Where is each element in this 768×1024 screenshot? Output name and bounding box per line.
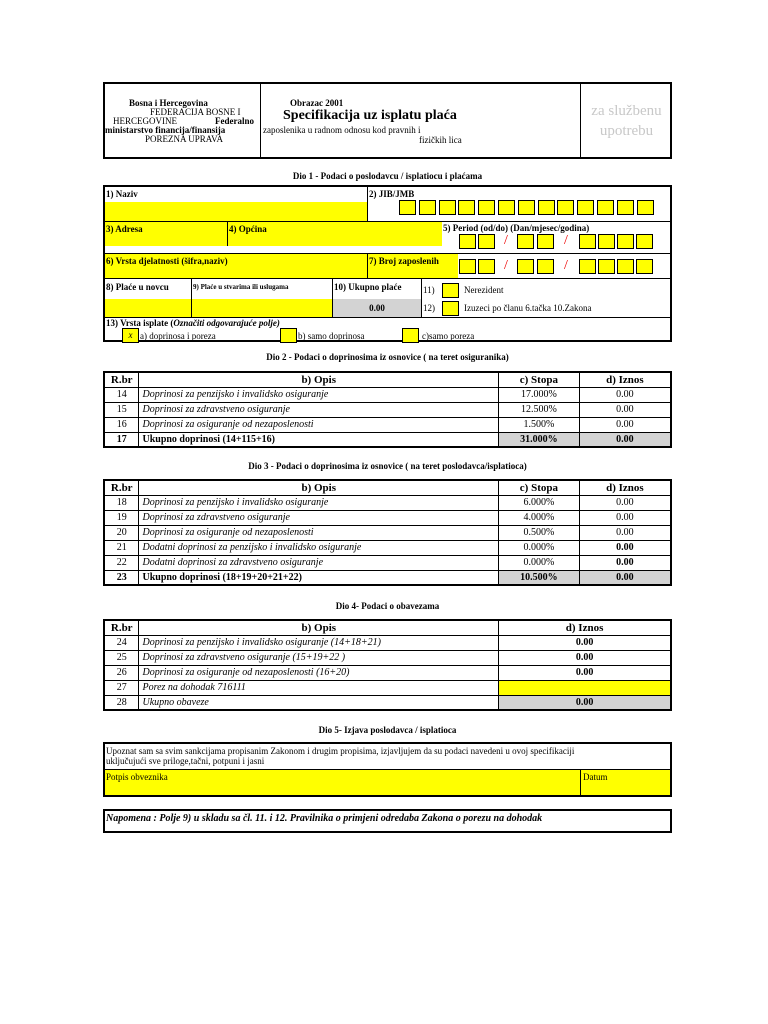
cell-stopa: 1.500% — [498, 417, 579, 432]
cell-iznos: 0.00 — [499, 665, 671, 680]
year-box[interactable] — [579, 234, 596, 249]
part5-title: Dio 5- Izjava poslodavca / isplatioca — [318, 725, 457, 735]
cell-rb: 18 — [104, 495, 139, 510]
table-row — [104, 650, 671, 665]
ukupno-place-label: 10) Ukupno plaće — [334, 282, 402, 292]
jib-digit-box[interactable] — [399, 200, 416, 215]
cell-rb: 15 — [104, 402, 139, 417]
table-row — [104, 695, 671, 710]
vrsta-isplate-label — [106, 318, 280, 328]
official-use-line1: za službenu — [591, 103, 662, 119]
jib-digit-box[interactable] — [577, 200, 594, 215]
jib-digit-box[interactable] — [498, 200, 515, 215]
form-code: Obrazac 2001 — [290, 98, 344, 108]
jib-digit-box[interactable] — [419, 200, 436, 215]
cell-iznos: 0.00 — [579, 495, 671, 510]
cell-rb: 22 — [104, 555, 139, 570]
cell-iznos: 0.00 — [579, 525, 671, 540]
jib-digit-box[interactable] — [637, 200, 654, 215]
option-a-label: a) doprinosa i poreza — [140, 331, 216, 341]
table-row — [104, 665, 671, 680]
cell-rb: 19 — [104, 510, 139, 525]
option-b-label: b) samo doprinosa — [298, 331, 365, 341]
cell-rb: 21 — [104, 540, 139, 555]
federalno-label: Federalno — [215, 116, 254, 126]
cell-opis: Porez na dohodak 716111 — [139, 680, 499, 695]
federation-label: FEDERACIJA BOSNE I — [150, 107, 241, 117]
table-row — [104, 417, 671, 432]
cell-iznos: 0.00 — [579, 555, 671, 570]
jib-digit-box[interactable] — [597, 200, 614, 215]
cell-opis: Doprinosi za osiguranje od nezaposlenosti — [139, 417, 499, 432]
statement-line1: Upoznat sam sa svim sankcijama propisanim Zakonom i drugim propisima, izjavljujem da su podaci navedeni u ovoj specifikaciji — [106, 746, 575, 756]
row3-bottom — [105, 278, 670, 279]
cell-rb: 26 — [104, 665, 139, 680]
cell-iznos: 0.00 — [579, 510, 671, 525]
month-box[interactable] — [517, 259, 534, 274]
cell-opis: Ukupno obaveze — [139, 695, 499, 710]
period-label: 5) Period (od/do) (Dan/mjesec/godina) — [443, 223, 590, 233]
form-title: Specifikacija uz isplatu plaća — [283, 108, 457, 123]
table-row — [104, 402, 671, 417]
cell-opis: Dodatni doprinosi za zdravstveno osiguranje — [139, 555, 499, 570]
cell-stopa: 4.000% — [499, 510, 580, 525]
cell-opis: Doprinosi za zdravstveno osiguranje (15+19+22 ) — [139, 650, 499, 665]
month-box[interactable] — [537, 259, 554, 274]
option-c-label: c)samo poreza — [422, 331, 475, 341]
jib-digit-box[interactable] — [518, 200, 535, 215]
djelatnost-label: 6) Vrsta djelatnosti (šifra,naziv) — [106, 256, 228, 266]
jib-digit-box[interactable] — [458, 200, 475, 215]
ukupno-place-value: 0.00 — [333, 299, 421, 317]
header-iznos: d) Iznos — [579, 372, 671, 387]
cell-iznos[interactable] — [499, 680, 671, 695]
note-text: Napomena : Polje 9) u skladu sa čl. 11. i 12. Pravilnika o primjeni odredaba Zakona o porezu na dohodak — [106, 813, 543, 824]
month-box[interactable] — [537, 234, 554, 249]
vrsta-isplate-note: Označiti odgovarajuće polje) — [173, 318, 280, 328]
part3-table — [103, 479, 672, 586]
month-box[interactable] — [517, 234, 534, 249]
day-box[interactable] — [478, 259, 495, 274]
option-b-checkbox[interactable] — [280, 328, 297, 343]
cell-rb: 20 — [104, 525, 139, 540]
day-box[interactable] — [459, 234, 476, 249]
cell-iznos: 0.00 — [579, 417, 671, 432]
header-opis: b) Opis — [139, 480, 499, 495]
header-rbr: R.br — [104, 620, 139, 635]
izuzeci-checkbox[interactable] — [442, 301, 459, 316]
jib-digit-box[interactable] — [439, 200, 456, 215]
jib-label: 2) JIB/JMB — [369, 189, 415, 199]
header-stopa: c) Stopa — [499, 480, 580, 495]
part2-table — [103, 371, 672, 448]
nerezident-label: Nerezident — [464, 285, 504, 295]
header-divider-2 — [580, 84, 581, 157]
signature-field[interactable] — [105, 770, 580, 795]
table-row — [104, 540, 671, 555]
cell-iznos: 0.00 — [579, 387, 671, 402]
opcina-label: 4) Općina — [229, 224, 267, 234]
adresa-label: 3) Adresa — [106, 224, 143, 234]
cell-stopa: 0.500% — [499, 525, 580, 540]
cell-iznos: 0.00 — [579, 432, 671, 447]
country-label: Bosna i Hercegovina — [129, 98, 208, 108]
tax-office-label: POREZNA UPRAVA — [145, 134, 223, 144]
part1-title: Dio 1 - Podaci o poslodavcu / isplatiocu i plaćama — [292, 171, 483, 181]
cell-opis: Doprinosi za osiguranje od nezaposlenosti (16+20) — [139, 665, 499, 680]
cell-rb: 14 — [104, 387, 139, 402]
jib-digit-box[interactable] — [538, 200, 555, 215]
cell-opis: Dodatni doprinosi za penzijsko i invalidsko osiguranje — [139, 540, 499, 555]
divider-place-3 — [421, 279, 422, 317]
jib-digit-box[interactable] — [617, 200, 634, 215]
year-box[interactable] — [598, 234, 615, 249]
cell-iznos: 0.00 — [499, 695, 671, 710]
option-a-checkbox[interactable]: x — [122, 328, 139, 343]
year-box[interactable] — [598, 259, 615, 274]
cell-opis: Doprinosi za penzijsko i invalidsko osiguranje — [139, 387, 499, 402]
place-stvarima-input[interactable] — [192, 299, 332, 317]
date-separator: / — [504, 233, 508, 248]
cell-opis: Ukupno doprinosi (18+19+20+21+22) — [139, 570, 499, 585]
izuzeci-label: Izuzeci po članu 6.tačka 10.Zakona — [464, 303, 592, 313]
official-use-line2: upotrebu — [599, 123, 654, 139]
field11-label: 11) — [423, 285, 435, 295]
table-row — [104, 525, 671, 540]
place-stvarima-label: 9) Plaće u stvarima ili uslugama — [193, 283, 289, 291]
divider-naziv-jib — [367, 187, 368, 221]
date-separator: / — [564, 233, 568, 248]
table-row — [104, 432, 671, 447]
part4-table — [103, 619, 672, 711]
jib-digit-box[interactable] — [557, 200, 574, 215]
year-box[interactable] — [636, 234, 653, 249]
cell-iznos: 0.00 — [499, 650, 671, 665]
table-row — [104, 495, 671, 510]
place-novcu-label: 8) Plaće u novcu — [106, 282, 169, 292]
note-box — [103, 809, 672, 833]
signature-label: Potpis obveznika — [106, 772, 168, 782]
part5-box — [103, 742, 672, 797]
date-separator: / — [504, 258, 508, 273]
day-box[interactable] — [459, 259, 476, 274]
table-row — [104, 635, 671, 650]
vrsta-isplate-text: 13) Vrsta isplate ( — [106, 318, 174, 328]
table-row — [104, 555, 671, 570]
form-subtitle-line1: zaposlenika u radnom odnosu kod pravnih i — [263, 125, 421, 135]
cell-rb: 28 — [104, 695, 139, 710]
header-opis: b) Opis — [139, 372, 499, 387]
nerezident-checkbox[interactable] — [442, 283, 459, 298]
cell-opis: Doprinosi za zdravstveno osiguranje — [139, 402, 499, 417]
cell-stopa: 0.000% — [499, 555, 580, 570]
cell-rb: 23 — [104, 570, 139, 585]
naziv-input[interactable] — [105, 202, 367, 221]
cell-iznos: 0.00 — [499, 635, 671, 650]
field12-label: 12) — [423, 303, 435, 313]
cell-opis: Doprinosi za penzijsko i invalidsko osiguranje — [139, 495, 499, 510]
broj-zaposlenih-label: 7) Broj zaposlenih — [369, 256, 439, 266]
table-row — [104, 570, 671, 585]
header-iznos: d) Iznos — [499, 620, 671, 635]
jib-digit-box[interactable] — [478, 200, 495, 215]
day-box[interactable] — [478, 234, 495, 249]
cell-opis: Doprinosi za zdravstveno osiguranje — [139, 510, 499, 525]
cell-iznos: 0.00 — [579, 540, 671, 555]
header-box — [103, 82, 672, 159]
cell-iznos: 0.00 — [579, 570, 671, 585]
header-stopa: c) Stopa — [498, 372, 579, 387]
year-box[interactable] — [636, 259, 653, 274]
cell-rb: 25 — [104, 650, 139, 665]
cell-rb: 16 — [104, 417, 139, 432]
cell-stopa: 10.500% — [499, 570, 580, 585]
statement-line2: uključujući sve priloge,tačni, potpuni i jasni — [106, 756, 265, 766]
table-row — [104, 510, 671, 525]
cell-opis: Doprinosi za penzijsko i invalidsko osiguranje (14+18+21) — [139, 635, 499, 650]
cell-stopa: 17.000% — [498, 387, 579, 402]
header-divider-1 — [260, 84, 261, 157]
year-box[interactable] — [617, 234, 634, 249]
cell-stopa: 31.000% — [498, 432, 579, 447]
cell-opis: Ukupno doprinosi (14+115+16) — [139, 432, 499, 447]
ministry-label: ministarstvo financija/finansija — [105, 125, 226, 135]
hercegovine-label: HERCEGOVINE — [113, 116, 177, 126]
part4-title: Dio 4- Podaci o obavezama — [335, 601, 440, 611]
place-novcu-input[interactable] — [105, 299, 191, 317]
date-separator: / — [564, 258, 568, 273]
cell-stopa: 0.000% — [499, 540, 580, 555]
table-row — [104, 387, 671, 402]
cell-stopa: 12.500% — [498, 402, 579, 417]
header-opis: b) Opis — [139, 620, 499, 635]
part3-title: Dio 3 - Podaci o doprinosima iz osnovice ( na teret poslodavca/isplatioca) — [248, 461, 527, 471]
year-box[interactable] — [617, 259, 634, 274]
part2-title: Dio 2 - Podaci o doprinosima iz osnovice ( na teret osiguranika) — [266, 352, 509, 362]
naziv-label: 1) Naziv — [106, 189, 138, 199]
year-box[interactable] — [579, 259, 596, 274]
option-c-checkbox[interactable] — [402, 328, 419, 343]
cell-iznos: 0.00 — [579, 402, 671, 417]
date-label: Datum — [583, 772, 608, 782]
cell-opis: Doprinosi za osiguranje od nezaposlenosti — [139, 525, 499, 540]
header-rbr: R.br — [104, 480, 139, 495]
cell-rb: 17 — [104, 432, 139, 447]
header-iznos: d) Iznos — [579, 480, 671, 495]
table-row — [104, 680, 671, 695]
cell-stopa: 6.000% — [499, 495, 580, 510]
header-rbr: R.br — [104, 372, 139, 387]
cell-rb: 27 — [104, 680, 139, 695]
form-subtitle-line2: fizičkih lica — [419, 135, 462, 145]
cell-rb: 24 — [104, 635, 139, 650]
